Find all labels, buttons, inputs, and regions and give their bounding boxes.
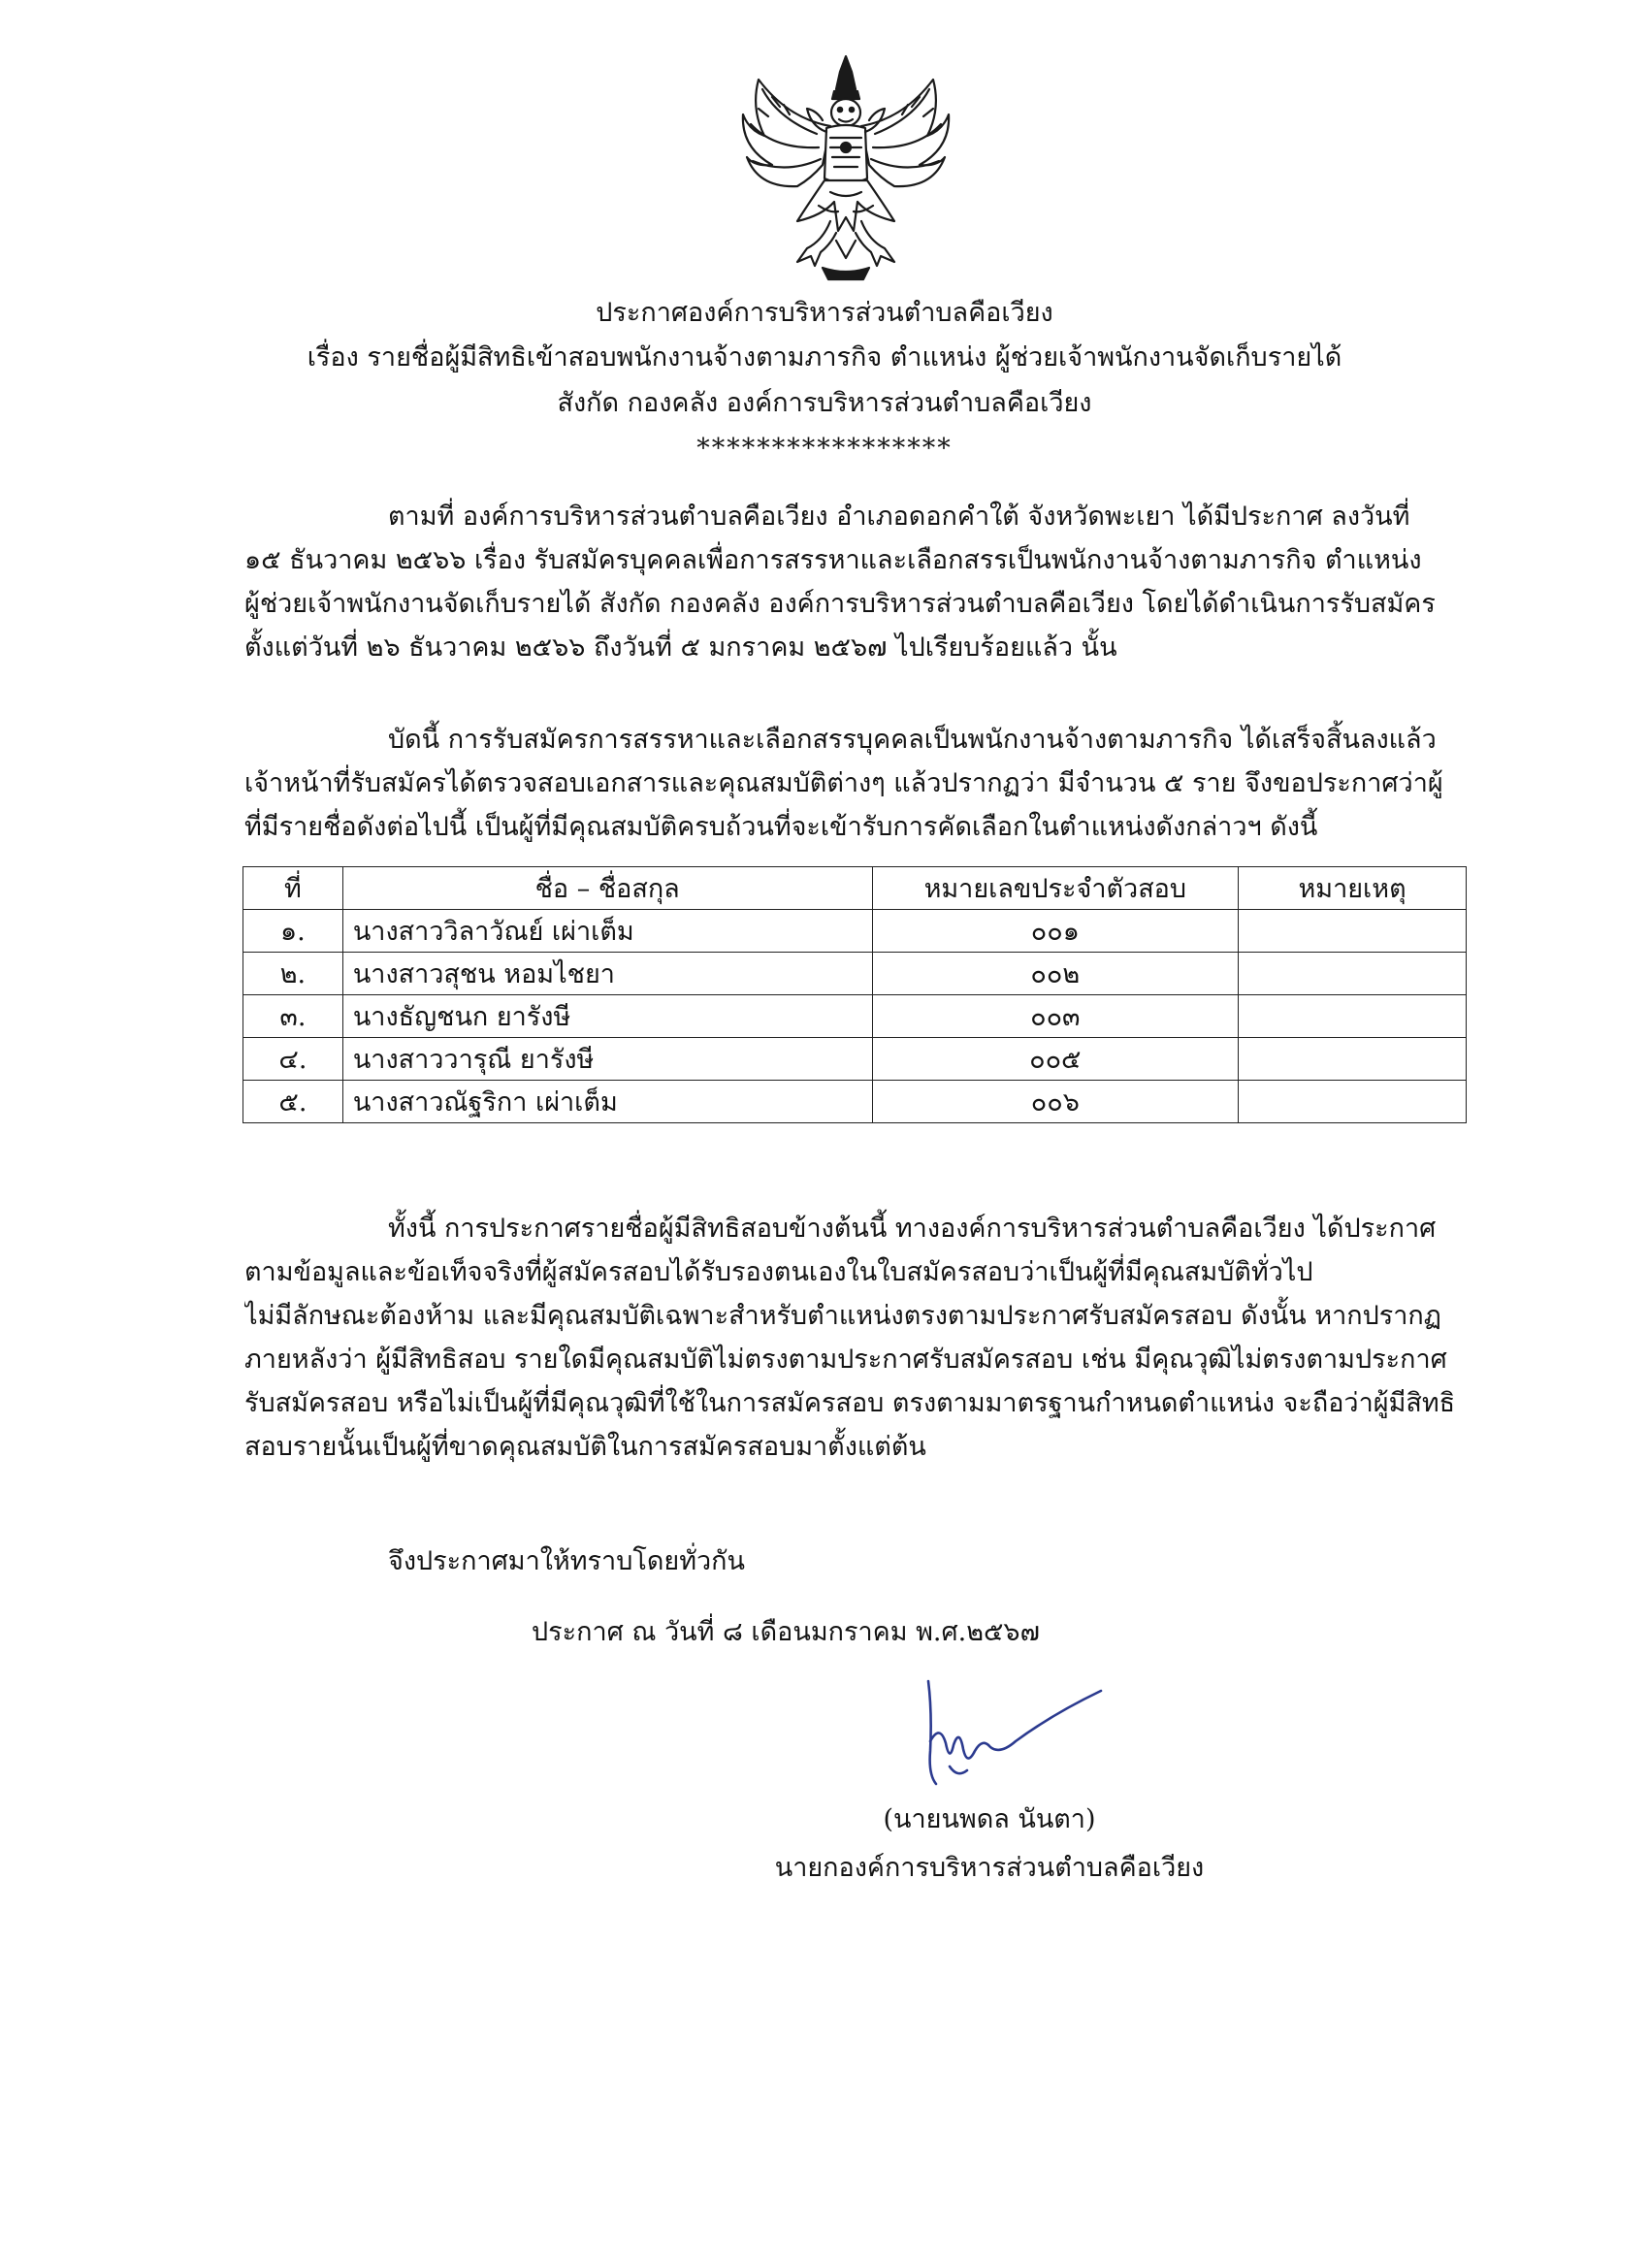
row-note: [1239, 953, 1467, 995]
paragraph-line: ๑๕ ธันวาคม ๒๕๖๖ เรื่อง รับสมัครบุคคลเพื่อการสรรหาและเลือกสรรเป็นพนักงานจ้างตามภารกิจ ตำแหน่ง: [244, 545, 1422, 575]
header-name: ชื่อ – ชื่อสกุล: [342, 867, 872, 910]
paragraph-line: ทั้งนี้ การประกาศรายชื่อผู้มีสิทธิสอบข้างต้นนี้ ทางองค์การบริหารส่วนตำบลคือเวียง ได้ประกาศ: [388, 1214, 1437, 1244]
row-no: ๔.: [243, 1038, 343, 1081]
row-exam-id: ๐๐๒: [872, 953, 1239, 995]
announcement-subject: เรื่อง รายชื่อผู้มีสิทธิเข้าสอบพนักงานจ้างตามภารกิจ ตำแหน่ง ผู้ช่วยเจ้าพนักงานจัดเก็บรายได้: [307, 342, 1342, 373]
table-row: [243, 1081, 1467, 1123]
header-no: ที่: [243, 867, 343, 910]
row-no: ๒.: [243, 953, 343, 995]
table-row: [243, 995, 1467, 1038]
row-no: ๑.: [243, 910, 343, 953]
paragraph-line: ไม่มีลักษณะต้องห้าม และมีคุณสมบัติเฉพาะสำหรับตำแหน่งตรงตามประกาศรับสมัครสอบ ดังนั้น หากปรากฏ: [244, 1301, 1441, 1331]
paragraph-line: ตั้งแต่วันที่ ๒๖ ธันวาคม ๒๕๖๖ ถึงวันที่ ๕ มกราคม ๒๕๖๗ ไปเรียบร้อยแล้ว นั้น: [244, 632, 1117, 663]
closing-text: จึงประกาศมาให้ทราบโดยทั่วกัน: [388, 1546, 745, 1576]
row-note: [1239, 910, 1467, 953]
paragraph-line: รับสมัครสอบ หรือไม่เป็นผู้ที่มีคุณวุฒิที่ใช้ในการสมัครสอบ ตรงตามมาตรฐานกำหนดตำแหน่ง จะถือว่าผู้มีสิทธิ: [244, 1388, 1456, 1418]
table-row: [243, 1038, 1467, 1081]
table-row: [243, 910, 1467, 953]
paragraph-line: ผู้ช่วยเจ้าพนักงานจัดเก็บรายได้ สังกัด กองคลัง องค์การบริหารส่วนตำบลคือเวียง โดยได้ดำเนินการรับสมัคร: [244, 589, 1436, 619]
row-exam-id: ๐๐๑: [872, 910, 1239, 953]
paragraph-line: สอบรายนั้นเป็นผู้ที่ขาดคุณสมบัติในการสมัครสอบมาตั้งแต่ต้น: [244, 1432, 926, 1462]
paragraph-background: [244, 495, 1467, 669]
paragraph-line: ภายหลังว่า ผู้มีสิทธิสอบ รายใดมีคุณสมบัติไม่ตรงตามประกาศรับสมัครสอบ เช่น มีคุณวุฒิไม่ตรงตามประกาศ: [244, 1345, 1447, 1375]
garuda-emblem-icon: [729, 50, 962, 283]
announce-date-text: ประกาศ ณ วันที่ ๘ เดือนมกราคม พ.ศ.๒๕๖๗: [532, 1617, 1040, 1647]
announcement-title: ประกาศองค์การบริหารส่วนตำบลคือเวียง: [596, 298, 1053, 328]
row-exam-id: ๐๐๖: [872, 1081, 1239, 1123]
signer-name: (นายนพดล นันตา): [883, 1804, 1096, 1834]
signer-position: นายกองค์การบริหารส่วนตำบลคือเวียง: [774, 1853, 1205, 1883]
table-row: [243, 953, 1467, 995]
header-note: หมายเหตุ: [1239, 867, 1467, 910]
row-name: นางสาวณัฐริกา เผ่าเต็ม: [342, 1081, 872, 1123]
row-exam-id: ๐๐๕: [872, 1038, 1239, 1081]
candidate-table: [242, 866, 1467, 1123]
paragraph-conditions: [244, 1207, 1467, 1469]
row-note: [1239, 1038, 1467, 1081]
row-exam-id: ๐๐๓: [872, 995, 1239, 1038]
paragraph-line: ตามข้อมูลและข้อเท็จจริงที่ผู้สมัครสอบได้รับรองตนเองในใบสมัครสอบว่าเป็นผู้ที่มีคุณสมบัติทั่วไป: [244, 1257, 1313, 1287]
announce-date: [532, 1610, 1211, 1654]
paragraph-line: บัดนี้ การรับสมัครการสรรหาและเลือกสรรบุคคลเป็นพนักงานจ้างตามภารกิจ ได้เสร็จสิ้นลงแล้ว: [388, 725, 1437, 755]
closing-statement: [244, 1539, 1467, 1583]
table-header-row: [243, 867, 1467, 910]
row-name: นางสาววิลาวัณย์ เผ่าเต็ม: [342, 910, 872, 953]
paragraph-line: ตามที่ องค์การบริหารส่วนตำบลคือเวียง อำเภอดอกคำใต้ จังหวัดพะเยา ได้มีประกาศ ลงวันที่: [388, 502, 1410, 532]
paragraph-result: [244, 718, 1467, 849]
paragraph-line: ที่มีรายชื่อดังต่อไปนี้ เป็นผู้ที่มีคุณสมบัติครบถ้วนที่จะเข้ารับการคัดเลือกในตำแหน่งดังกล่าวฯ ดังนี้: [244, 812, 1318, 842]
row-no: ๕.: [243, 1081, 343, 1123]
header-exam-id: หมายเลขประจำตัวสอบ: [872, 867, 1239, 910]
row-no: ๓.: [243, 995, 343, 1038]
row-note: [1239, 1081, 1467, 1123]
row-name: นางสาววารุณี ยารังษี: [342, 1038, 872, 1081]
row-name: นางสาวสุชน หอมไชยา: [342, 953, 872, 995]
paragraph-line: เจ้าหน้าที่รับสมัครได้ตรวจสอบเอกสารและคุณสมบัติต่างๆ แล้วปรากฏว่า มีจำนวน ๕ ราย จึงขอประกาศว่าผู้: [244, 768, 1443, 798]
announcement-affiliation: สังกัด กองคลัง องค์การบริหารส่วนตำบลคือเวียง: [557, 388, 1092, 418]
row-note: [1239, 995, 1467, 1038]
row-name: นางธัญชนก ยารังษี: [342, 995, 872, 1038]
header-separator: *****************: [696, 434, 953, 464]
